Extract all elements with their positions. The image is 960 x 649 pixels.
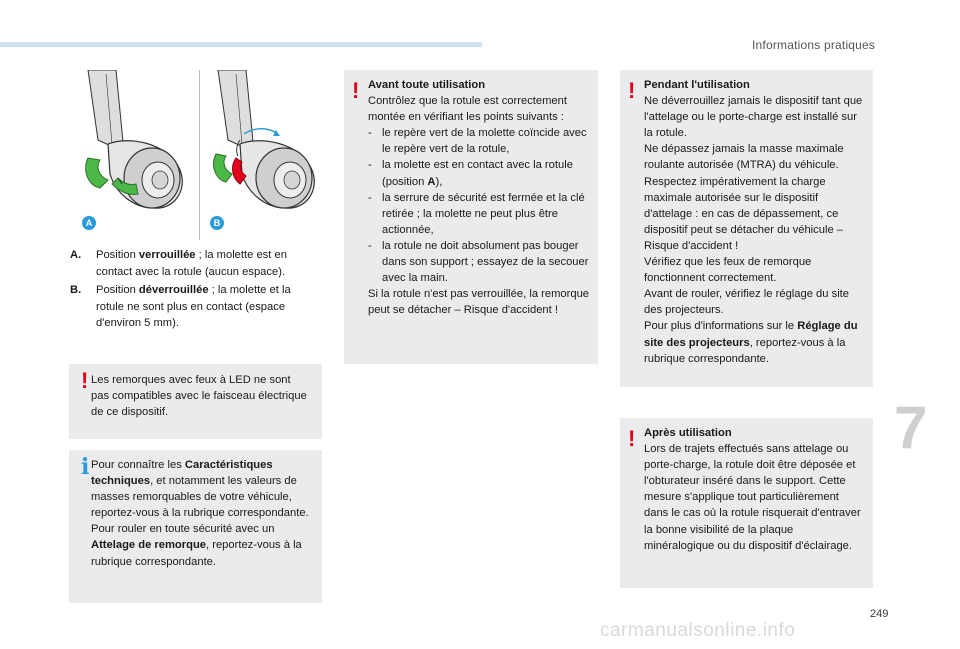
legend-text bbox=[96, 247, 320, 280]
list-dash: - bbox=[368, 239, 372, 252]
page-number: 249 bbox=[870, 608, 889, 620]
legend-item-a bbox=[70, 247, 320, 280]
after-use-text bbox=[644, 425, 865, 554]
warning-icon: ! bbox=[628, 78, 636, 103]
info-text-pre: Pour connaître les bbox=[91, 459, 185, 471]
info-text-bold: Caractéristiques techniques bbox=[91, 459, 273, 488]
warning-box-during-use bbox=[620, 70, 873, 387]
legend-item-b bbox=[70, 282, 320, 332]
info-icon: i bbox=[81, 454, 90, 480]
list-item bbox=[368, 238, 590, 286]
towball-locked-illustration bbox=[68, 70, 196, 234]
during-use-text-pre: Pour plus d'informations sur le bbox=[644, 320, 798, 333]
after-use-title: Après utilisation bbox=[644, 427, 732, 439]
warning-icon: ! bbox=[628, 426, 636, 451]
before-use-text bbox=[368, 77, 590, 318]
during-use-title: Pendant l'utilisation bbox=[644, 79, 750, 91]
figure-locked bbox=[68, 70, 196, 234]
info-text-post: , et notamment les valeurs de masses remorquables de votre véhicule, reportez-vous à la rubrique correspondante. bbox=[91, 475, 309, 520]
legend-key: A. bbox=[70, 249, 82, 261]
list-item bbox=[368, 125, 590, 157]
list-item bbox=[368, 190, 590, 238]
chapter-number: 7 bbox=[894, 394, 928, 461]
figure-legend bbox=[70, 247, 320, 334]
warning-icon: ! bbox=[81, 368, 89, 393]
legend-text-post: ; la molette et la rotule ne sont plus en contact (espace d'environ 5 mm). bbox=[96, 284, 291, 329]
warning-text: Les remorques avec feux à LED ne sont pas compatibles avec le faisceau électrique de ce dispositif. bbox=[91, 374, 307, 419]
info-text-bold: Attelage de remorque bbox=[91, 539, 207, 552]
figure-unlocked bbox=[200, 70, 328, 234]
legend-text-pre: Position bbox=[96, 284, 139, 296]
warning-box-led bbox=[69, 364, 322, 439]
figure-tag-b: B bbox=[210, 216, 224, 230]
during-use-paragraph: Vérifiez que les feux de remorque fonctionnent correctement. bbox=[644, 256, 812, 285]
legend-text-post: ; la molette est en contact avec la rotule (aucun espace). bbox=[96, 249, 287, 278]
list-item-text: le repère vert de la molette coïncide avec le repère vert de la rotule, bbox=[382, 127, 587, 156]
list-item-text bbox=[382, 157, 590, 189]
warning-box-after-use bbox=[620, 418, 873, 588]
figure-tag-a: A bbox=[82, 216, 96, 230]
legend-key: B. bbox=[70, 284, 82, 296]
before-use-intro: Contrôlez que la rotule est correctement montée en vérifiant les points suivants : bbox=[368, 95, 567, 124]
list-item-text-bold: A bbox=[427, 175, 436, 188]
towball-unlocked-illustration bbox=[200, 70, 328, 234]
info-text-pre: Pour rouler en toute sécurité avec un bbox=[91, 523, 275, 536]
list-item-text: la serrure de sécurité est fermée et la clé retirée ; la molette ne peut plus être actionnée, bbox=[382, 191, 585, 236]
info-text bbox=[91, 457, 310, 570]
legend-text-pre: Position bbox=[96, 249, 139, 261]
during-use-text bbox=[644, 77, 865, 367]
before-use-outro: Si la rotule n'est pas verrouillée, la remorque peut se détacher – Risque d'accident ! bbox=[368, 288, 590, 317]
legend-text-bold: verrouillée bbox=[138, 249, 196, 261]
list-item-text: la rotule ne doit absolument pas bouger dans son support ; essayez de la secouer avec la main. bbox=[382, 239, 589, 285]
during-use-text-bold: Réglage du site des projecteurs bbox=[644, 320, 858, 349]
during-use-paragraph: Avant de rouler, vérifiez le réglage du site des projecteurs. bbox=[644, 288, 850, 317]
during-use-paragraph: Ne déverrouillez jamais le dispositif tant que l'attelage ou le porte-charge est installé sur la rotule. bbox=[644, 95, 863, 140]
warning-icon: ! bbox=[352, 78, 360, 103]
info-paragraph bbox=[91, 457, 310, 521]
info-box bbox=[69, 450, 322, 603]
before-use-title: Avant toute utilisation bbox=[368, 79, 486, 91]
list-item bbox=[368, 157, 590, 189]
header-bar bbox=[0, 42, 482, 47]
section-title: Informations pratiques bbox=[752, 38, 876, 52]
during-use-paragraph: Respectez impérativement la charge maximale autorisée sur le dispositif d'attelage : en cas de dépassement, ce dispositif peut se détacher du véhicule – Risque d'accident ! bbox=[644, 175, 844, 252]
warning-box-before-use bbox=[344, 70, 598, 364]
watermark: carmanualsonline.info bbox=[600, 620, 796, 641]
during-use-paragraph bbox=[644, 318, 865, 366]
list-dash: - bbox=[368, 159, 372, 172]
during-use-paragraph: Ne dépassez jamais la masse maximale roulante autorisée (MTRA) du véhicule. bbox=[644, 143, 844, 172]
list-item-text-pre: la molette est en contact avec la rotule (position bbox=[382, 159, 573, 188]
list-item-text-post: ), bbox=[435, 175, 443, 188]
after-use-paragraph: Lors de trajets effectués sans attelage ou porte-charge, la rotule doit être déposée et l'obturateur inséré dans le support. Cette mesure s'applique tout particulièrement dans le cas où la rotule risquerait d'entraver la bonne visibilité de la plaque minéralogique ou du dispositif d'éclairage. bbox=[644, 443, 861, 552]
info-text-post: , reportez-vous à la rubrique correspondante. bbox=[91, 539, 302, 568]
legend-text-bold: déverrouillée bbox=[138, 284, 209, 296]
list-dash: - bbox=[368, 127, 372, 140]
legend-text bbox=[96, 282, 320, 332]
during-use-text-post: , reportez-vous à la rubrique correspondante. bbox=[644, 336, 846, 365]
list-dash: - bbox=[368, 191, 372, 204]
info-paragraph bbox=[91, 521, 310, 569]
